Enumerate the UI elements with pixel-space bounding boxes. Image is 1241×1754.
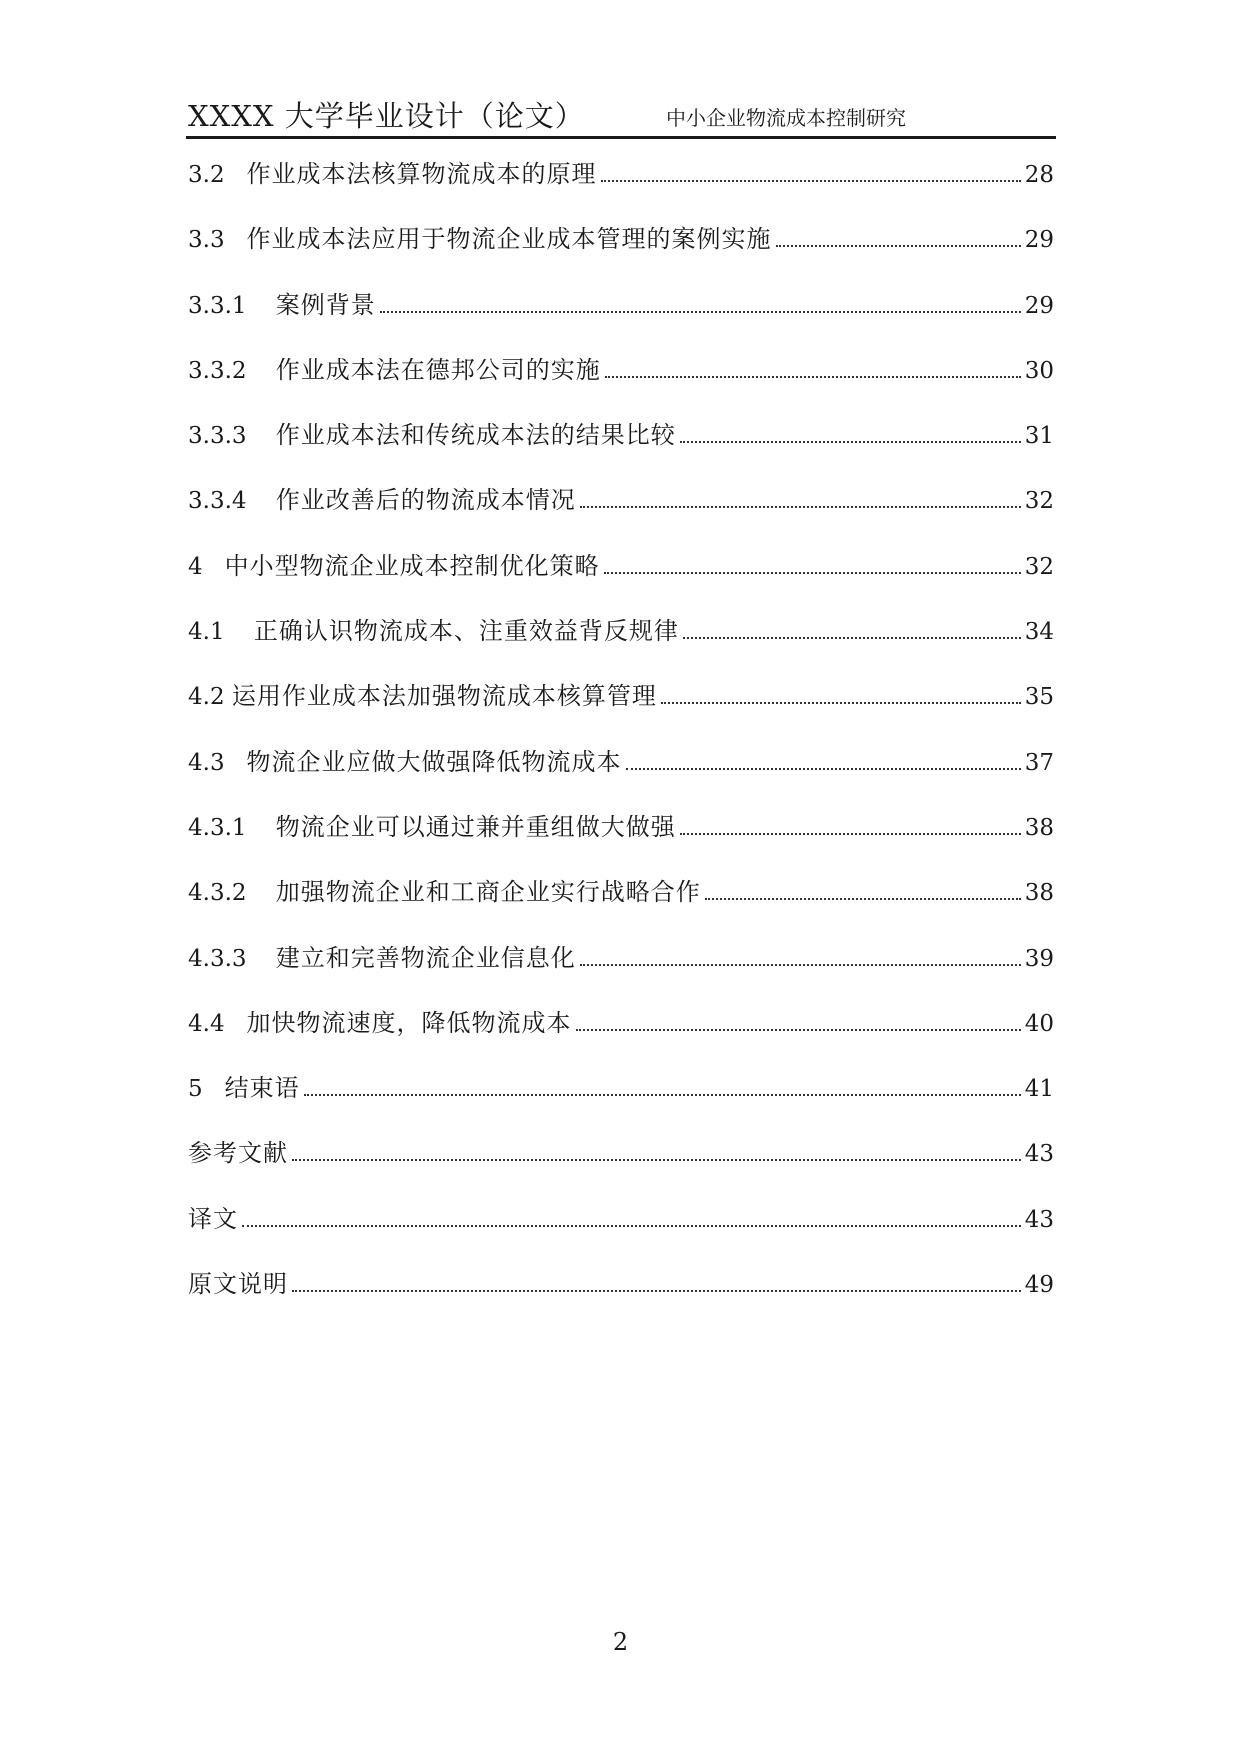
toc-entry-spacer bbox=[203, 1077, 225, 1101]
toc-entry-title: 作业成本法和传统成本法的结果比较 bbox=[275, 421, 676, 450]
toc-entry-title: 作业成本法核算物流成本的原理 bbox=[246, 160, 597, 188]
dot-leader bbox=[292, 1159, 1021, 1161]
toc-entry-spacer bbox=[247, 489, 276, 513]
toc-entry-page: 49 bbox=[1024, 1272, 1054, 1299]
dot-leader bbox=[580, 506, 1021, 508]
toc-entry-number: 3.3.1 bbox=[188, 292, 247, 319]
toc-entry-spacer bbox=[247, 424, 276, 448]
toc-entry[interactable] bbox=[188, 684, 1054, 749]
toc-entry-title: 原文说明 bbox=[188, 1270, 288, 1299]
toc-entry[interactable] bbox=[188, 290, 1054, 358]
toc-entry-title: 运用作业成本法加强物流成本核算管理 bbox=[231, 682, 657, 711]
toc-entry-page: 35 bbox=[1024, 684, 1054, 711]
toc-entry-spacer bbox=[247, 294, 276, 318]
toc-entry-spacer bbox=[247, 359, 276, 383]
dot-leader bbox=[304, 1094, 1021, 1096]
toc-entry-title: 作业改善后的物流成本情况 bbox=[275, 486, 576, 515]
toc-entry[interactable] bbox=[188, 943, 1054, 1011]
toc-entry[interactable] bbox=[188, 1141, 1054, 1206]
toc-entry[interactable] bbox=[188, 880, 1054, 945]
dot-leader bbox=[576, 1029, 1021, 1031]
thesis-topic: 中小企业物流成本控制研究 bbox=[666, 106, 906, 130]
thesis-title: XXXX 大学毕业设计（论文） bbox=[188, 99, 585, 133]
toc-entry[interactable] bbox=[188, 423, 1054, 488]
dot-leader bbox=[705, 898, 1021, 900]
table-of-contents bbox=[188, 162, 1054, 1337]
toc-entry[interactable] bbox=[188, 355, 1054, 423]
toc-entry-page: 43 bbox=[1024, 1206, 1054, 1233]
toc-entry-spacer bbox=[225, 1012, 247, 1036]
toc-entry-title: 结束语 bbox=[224, 1074, 300, 1103]
dot-leader bbox=[680, 833, 1021, 835]
toc-entry-spacer bbox=[203, 555, 225, 579]
dot-leader bbox=[680, 441, 1021, 443]
toc-entry[interactable] bbox=[188, 1272, 1054, 1337]
dot-leader bbox=[604, 572, 1021, 574]
toc-entry-page: 39 bbox=[1024, 945, 1054, 972]
toc-entry-number: 3.3.2 bbox=[188, 357, 247, 384]
dot-leader bbox=[776, 245, 1021, 247]
toc-entry-title: 作业成本法应用于物流企业成本管理的案例实施 bbox=[246, 225, 772, 254]
toc-entry-number: 4.1 bbox=[188, 619, 225, 646]
toc-entry[interactable] bbox=[188, 1008, 1054, 1076]
toc-entry-number: 4.3.2 bbox=[188, 880, 247, 907]
toc-entry-title: 加强物流企业和工商企业实行战略合作 bbox=[275, 878, 701, 907]
toc-entry-page: 43 bbox=[1024, 1141, 1054, 1168]
dot-leader bbox=[661, 702, 1021, 704]
toc-entry-page: 34 bbox=[1024, 619, 1054, 646]
toc-entry-page: 31 bbox=[1024, 423, 1054, 450]
toc-entry-page: 38 bbox=[1024, 880, 1054, 907]
toc-entry-number: 4.2 bbox=[188, 684, 225, 711]
toc-entry-page: 29 bbox=[1024, 227, 1054, 254]
toc-entry-spacer bbox=[225, 751, 247, 775]
dot-leader bbox=[242, 1225, 1021, 1227]
toc-entry-page: 29 bbox=[1024, 292, 1054, 319]
toc-entry-number: 4.3 bbox=[188, 749, 225, 776]
toc-entry-page: 32 bbox=[1024, 553, 1054, 580]
toc-entry-title: 物流企业可以通过兼并重组做大做强 bbox=[275, 812, 676, 841]
toc-entry-title: 正确认识物流成本、注重效益背反规律 bbox=[253, 617, 679, 646]
page-number: 2 bbox=[612, 1628, 629, 1656]
toc-entry-title: 建立和完善物流企业信息化 bbox=[275, 943, 576, 972]
toc-entry[interactable] bbox=[188, 747, 1054, 815]
dot-leader bbox=[683, 637, 1021, 639]
toc-entry-number: 3.3 bbox=[188, 227, 225, 254]
toc-entry[interactable] bbox=[188, 1076, 1054, 1141]
toc-entry-number: 4.3.3 bbox=[188, 945, 247, 972]
toc-entry-spacer bbox=[247, 947, 276, 971]
toc-entry[interactable] bbox=[188, 551, 1054, 619]
toc-entry-number: 4.4 bbox=[188, 1010, 225, 1037]
toc-entry-title: 物流企业应做大做强降低物流成本 bbox=[246, 747, 622, 776]
toc-entry-page: 38 bbox=[1024, 814, 1054, 841]
toc-entry-spacer bbox=[225, 685, 232, 709]
toc-entry-page: 32 bbox=[1024, 488, 1054, 515]
toc-entry-number: 3.3.4 bbox=[188, 488, 247, 515]
toc-entry-number: 5 bbox=[188, 1076, 203, 1103]
toc-entry-spacer bbox=[225, 228, 247, 252]
toc-entry[interactable] bbox=[188, 619, 1054, 684]
toc-entry-page: 37 bbox=[1024, 749, 1054, 776]
toc-entry-number: 4 bbox=[188, 553, 203, 580]
toc-entry-spacer bbox=[247, 881, 276, 905]
toc-entry-number: 3.2 bbox=[188, 162, 225, 188]
toc-entry-number: 3.3.3 bbox=[188, 423, 247, 450]
dot-leader bbox=[580, 964, 1021, 966]
toc-entry-page: 30 bbox=[1024, 357, 1054, 384]
toc-entry-page: 40 bbox=[1024, 1010, 1054, 1037]
toc-entry-spacer bbox=[247, 816, 276, 840]
toc-entry-page: 41 bbox=[1024, 1076, 1054, 1103]
toc-entry[interactable] bbox=[188, 227, 1054, 292]
toc-entry-title: 案例背景 bbox=[275, 290, 376, 319]
toc-entry[interactable] bbox=[188, 1204, 1054, 1272]
toc-entry-page: 28 bbox=[1024, 162, 1054, 188]
dot-leader bbox=[292, 1290, 1021, 1292]
toc-entry[interactable] bbox=[188, 812, 1054, 880]
toc-entry-spacer bbox=[225, 163, 247, 187]
dot-leader bbox=[626, 768, 1021, 770]
toc-entry-spacer bbox=[225, 620, 254, 644]
toc-entry-title: 加快物流速度，降低物流成本 bbox=[246, 1008, 572, 1037]
toc-entry[interactable] bbox=[188, 162, 1054, 227]
toc-entry-title: 译文 bbox=[188, 1204, 238, 1233]
toc-entry-title: 参考文献 bbox=[188, 1139, 288, 1168]
dot-leader bbox=[605, 376, 1021, 378]
toc-entry-number: 4.3.1 bbox=[188, 814, 247, 841]
dot-leader bbox=[380, 311, 1021, 313]
toc-entry-title: 中小型物流企业成本控制优化策略 bbox=[224, 551, 600, 580]
page-header bbox=[186, 92, 1056, 139]
toc-entry[interactable] bbox=[188, 488, 1054, 553]
toc-entry-title: 作业成本法在德邦公司的实施 bbox=[275, 355, 601, 384]
dot-leader bbox=[601, 180, 1021, 182]
